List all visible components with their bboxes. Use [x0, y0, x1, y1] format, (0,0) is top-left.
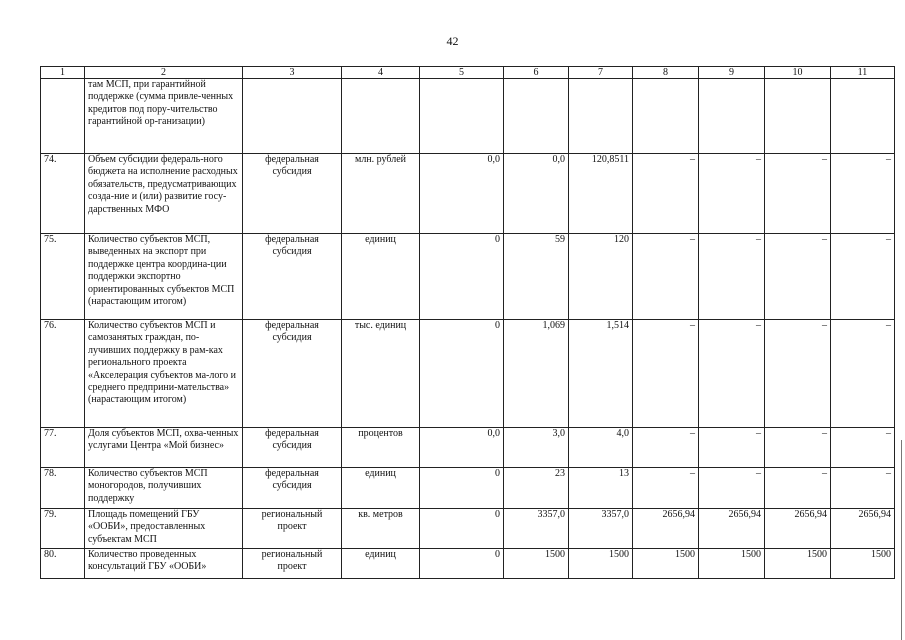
value-cell: –: [765, 428, 831, 468]
measurement-unit: [342, 79, 420, 154]
value-cell: 2656,94: [633, 509, 699, 549]
measurement-unit: единиц: [342, 549, 420, 579]
table-row: [41, 549, 895, 579]
value-cell: 0: [420, 509, 504, 549]
table-row: [41, 154, 895, 234]
value-cell: 2656,94: [831, 509, 895, 549]
value-cell: 0: [420, 320, 504, 428]
indicator-name: Объем субсидии федераль-ного бюджета на исполнение расходных обязательств, предусматривающих созда-ние и (или) развитие госу-дарственных МФО: [85, 154, 243, 234]
value-cell: –: [765, 468, 831, 509]
value-cell: –: [699, 234, 765, 320]
value-cell: [633, 79, 699, 154]
column-header: 7: [569, 67, 633, 79]
column-header: 6: [504, 67, 569, 79]
value-cell: 13: [569, 468, 633, 509]
page-number: 42: [446, 34, 459, 48]
column-header: 2: [85, 67, 243, 79]
value-cell: –: [633, 154, 699, 234]
table-row: [41, 468, 895, 509]
value-cell: 1,069: [504, 320, 569, 428]
value-cell: 120: [569, 234, 633, 320]
row-number: 78.: [41, 468, 85, 509]
value-cell: 23: [504, 468, 569, 509]
value-cell: 1500: [569, 549, 633, 579]
table-row: [41, 509, 895, 549]
value-cell: 0: [420, 549, 504, 579]
value-cell: 3,0: [504, 428, 569, 468]
column-header: 1: [41, 67, 85, 79]
value-cell: 3357,0: [504, 509, 569, 549]
value-cell: –: [831, 428, 895, 468]
value-cell: 0,0: [504, 154, 569, 234]
value-cell: 1500: [504, 549, 569, 579]
table-row: [41, 234, 895, 320]
funding-source: региональный проект: [243, 509, 342, 549]
indicator-name: Количество субъектов МСП и самозанятых граждан, по-лучивших поддержку в рам-ках регионального проекта «Акселерация субъектов ма-лого и среднего предприни-мательства» (нарастающим итогом): [85, 320, 243, 428]
value-cell: –: [699, 468, 765, 509]
funding-source: федеральная субсидия: [243, 428, 342, 468]
indicator-name: Количество субъектов МСП, выведенных на экспорт при поддержке центра координа-ции поддержки экспортно ориентированных субъектов МСП (нарастающим итогом): [85, 234, 243, 320]
value-cell: [504, 79, 569, 154]
funding-source: [243, 79, 342, 154]
row-number: 75.: [41, 234, 85, 320]
value-cell: [699, 79, 765, 154]
value-cell: –: [765, 234, 831, 320]
value-cell: –: [765, 154, 831, 234]
value-cell: 59: [504, 234, 569, 320]
scan-edge-line: [901, 440, 902, 640]
funding-source: федеральная субсидия: [243, 468, 342, 509]
column-header: 11: [831, 67, 895, 79]
indicator-name: Количество проведенных консультаций ГБУ «ООБИ»: [85, 549, 243, 579]
indicators-table: [40, 66, 895, 579]
value-cell: [420, 79, 504, 154]
column-header: 9: [699, 67, 765, 79]
value-cell: –: [633, 320, 699, 428]
indicator-name: Доля субъектов МСП, охва-ченных услугами Центра «Мой бизнес»: [85, 428, 243, 468]
funding-source: региональный проект: [243, 549, 342, 579]
indicator-name: Площадь помещений ГБУ «ООБИ», предоставленных субъектам МСП: [85, 509, 243, 549]
value-cell: 3357,0: [569, 509, 633, 549]
value-cell: 1500: [699, 549, 765, 579]
value-cell: 2656,94: [699, 509, 765, 549]
measurement-unit: млн. рублей: [342, 154, 420, 234]
value-cell: 1500: [633, 549, 699, 579]
value-cell: –: [633, 468, 699, 509]
value-cell: –: [831, 468, 895, 509]
value-cell: –: [831, 320, 895, 428]
row-number: [41, 79, 85, 154]
column-header: 8: [633, 67, 699, 79]
value-cell: 0: [420, 468, 504, 509]
measurement-unit: кв. метров: [342, 509, 420, 549]
value-cell: –: [633, 428, 699, 468]
value-cell: 2656,94: [765, 509, 831, 549]
column-header: 5: [420, 67, 504, 79]
value-cell: –: [831, 154, 895, 234]
row-number: 77.: [41, 428, 85, 468]
value-cell: [765, 79, 831, 154]
value-cell: 1500: [765, 549, 831, 579]
value-cell: 0: [420, 234, 504, 320]
funding-source: федеральная субсидия: [243, 234, 342, 320]
table-row: [41, 428, 895, 468]
value-cell: –: [699, 320, 765, 428]
indicator-name: там МСП, при гарантийной поддержке (сумма привле-ченных кредитов под пору-чительство гарантийной ор-ганизации): [85, 79, 243, 154]
funding-source: федеральная субсидия: [243, 320, 342, 428]
row-number: 80.: [41, 549, 85, 579]
value-cell: –: [699, 428, 765, 468]
row-number: 79.: [41, 509, 85, 549]
table-row: [41, 320, 895, 428]
value-cell: –: [699, 154, 765, 234]
value-cell: –: [765, 320, 831, 428]
value-cell: –: [831, 234, 895, 320]
value-cell: 0,0: [420, 154, 504, 234]
funding-source: федеральная субсидия: [243, 154, 342, 234]
indicator-name: Количество субъектов МСП моногородов, получивших поддержку: [85, 468, 243, 509]
value-cell: 1500: [831, 549, 895, 579]
row-number: 74.: [41, 154, 85, 234]
measurement-unit: процентов: [342, 428, 420, 468]
measurement-unit: единиц: [342, 468, 420, 509]
value-cell: –: [633, 234, 699, 320]
measurement-unit: единиц: [342, 234, 420, 320]
measurement-unit: тыс. единиц: [342, 320, 420, 428]
column-number-row: [41, 67, 895, 79]
column-header: 3: [243, 67, 342, 79]
value-cell: 120,8511: [569, 154, 633, 234]
value-cell: [831, 79, 895, 154]
value-cell: 1,514: [569, 320, 633, 428]
value-cell: 0,0: [420, 428, 504, 468]
value-cell: 4,0: [569, 428, 633, 468]
column-header: 4: [342, 67, 420, 79]
value-cell: [569, 79, 633, 154]
table-row: [41, 79, 895, 154]
row-number: 76.: [41, 320, 85, 428]
column-header: 10: [765, 67, 831, 79]
